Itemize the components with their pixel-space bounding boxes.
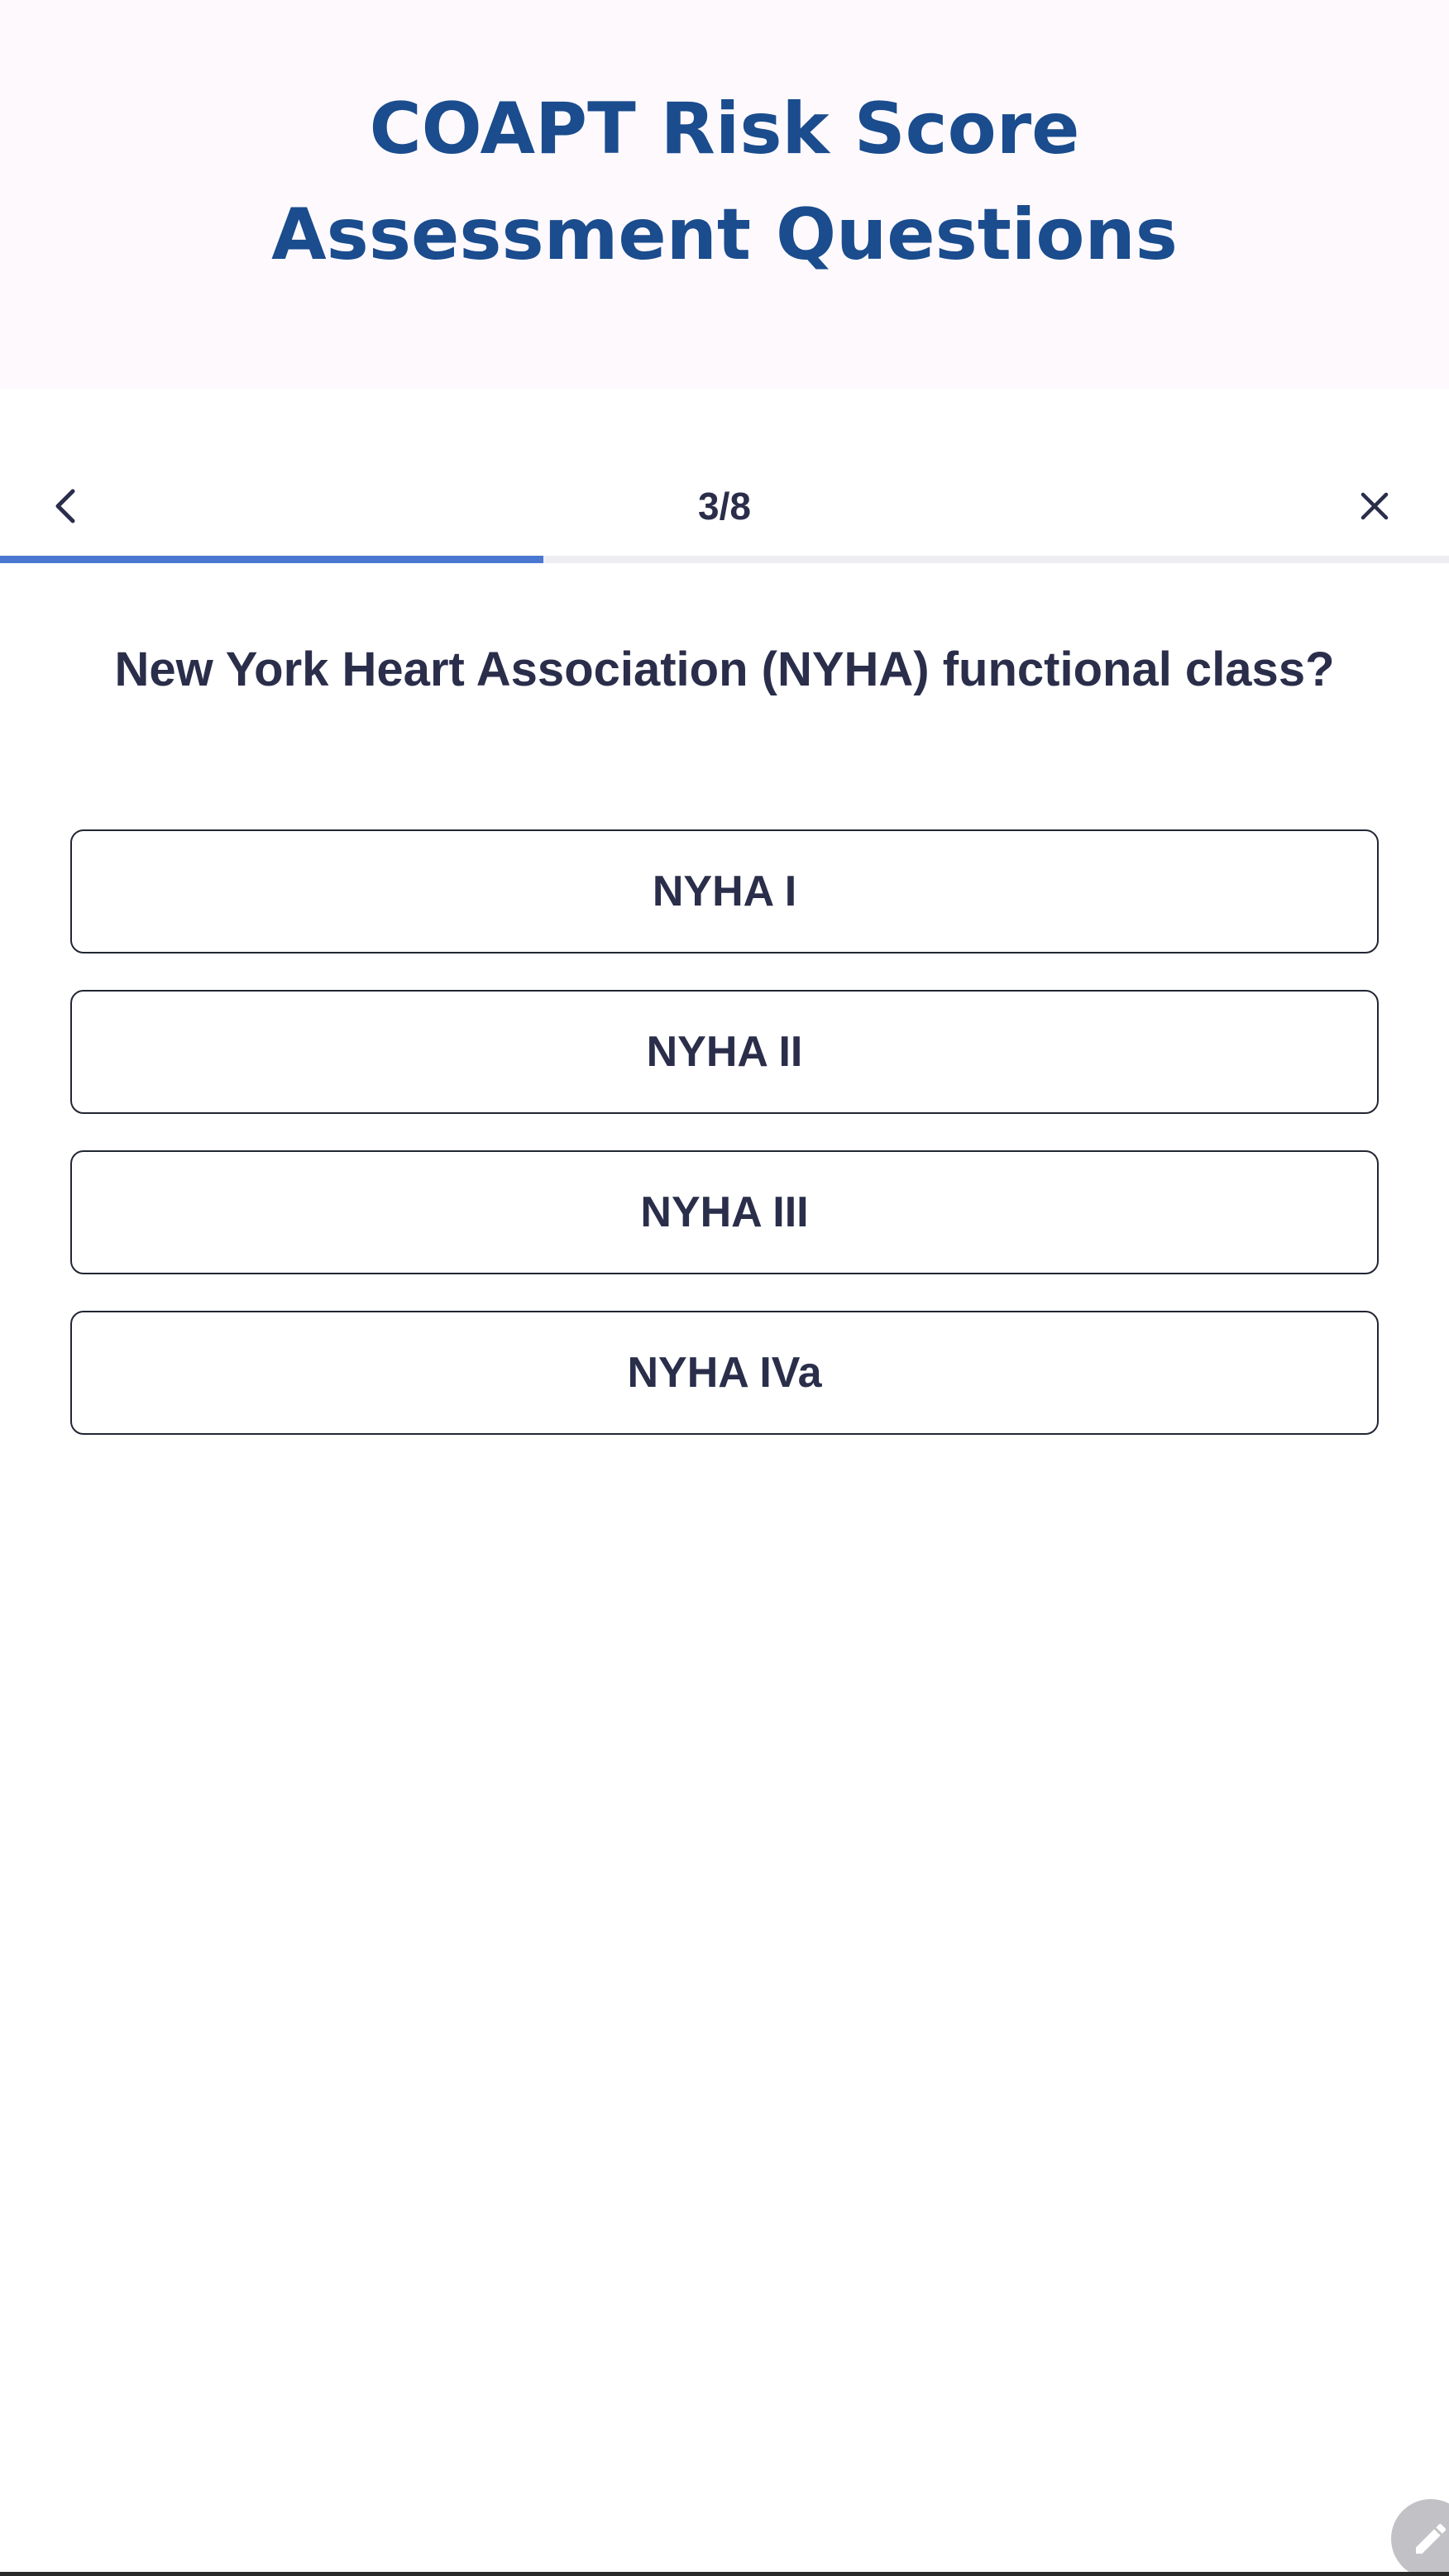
answer-option-button[interactable]: NYHA II — [70, 990, 1379, 1114]
chevron-left-icon — [50, 486, 83, 526]
progress-bar — [0, 556, 1449, 563]
bottom-edge-bar — [0, 2572, 1449, 2576]
header — [0, 0, 1449, 389]
question-counter: 3/8 — [698, 485, 751, 528]
page-title-line-2: Assessment Questions — [271, 194, 1178, 276]
back-button[interactable] — [33, 473, 99, 539]
pencil-icon — [1411, 2519, 1449, 2559]
edit-button[interactable] — [1391, 2499, 1449, 2576]
answer-option-button[interactable]: NYHA I — [70, 829, 1379, 953]
close-icon — [1358, 490, 1391, 523]
answer-options — [70, 829, 1379, 1471]
progress-bar-fill — [0, 556, 543, 563]
question-text: New York Heart Association (NYHA) functional class? — [114, 643, 1335, 696]
answer-option-button[interactable]: NYHA III — [70, 1150, 1379, 1274]
close-button[interactable] — [1341, 473, 1408, 539]
question-nav-bar — [0, 463, 1449, 549]
page-title-line-1: COAPT Risk Score — [369, 88, 1080, 170]
answer-option-button[interactable]: NYHA IVa — [70, 1311, 1379, 1435]
